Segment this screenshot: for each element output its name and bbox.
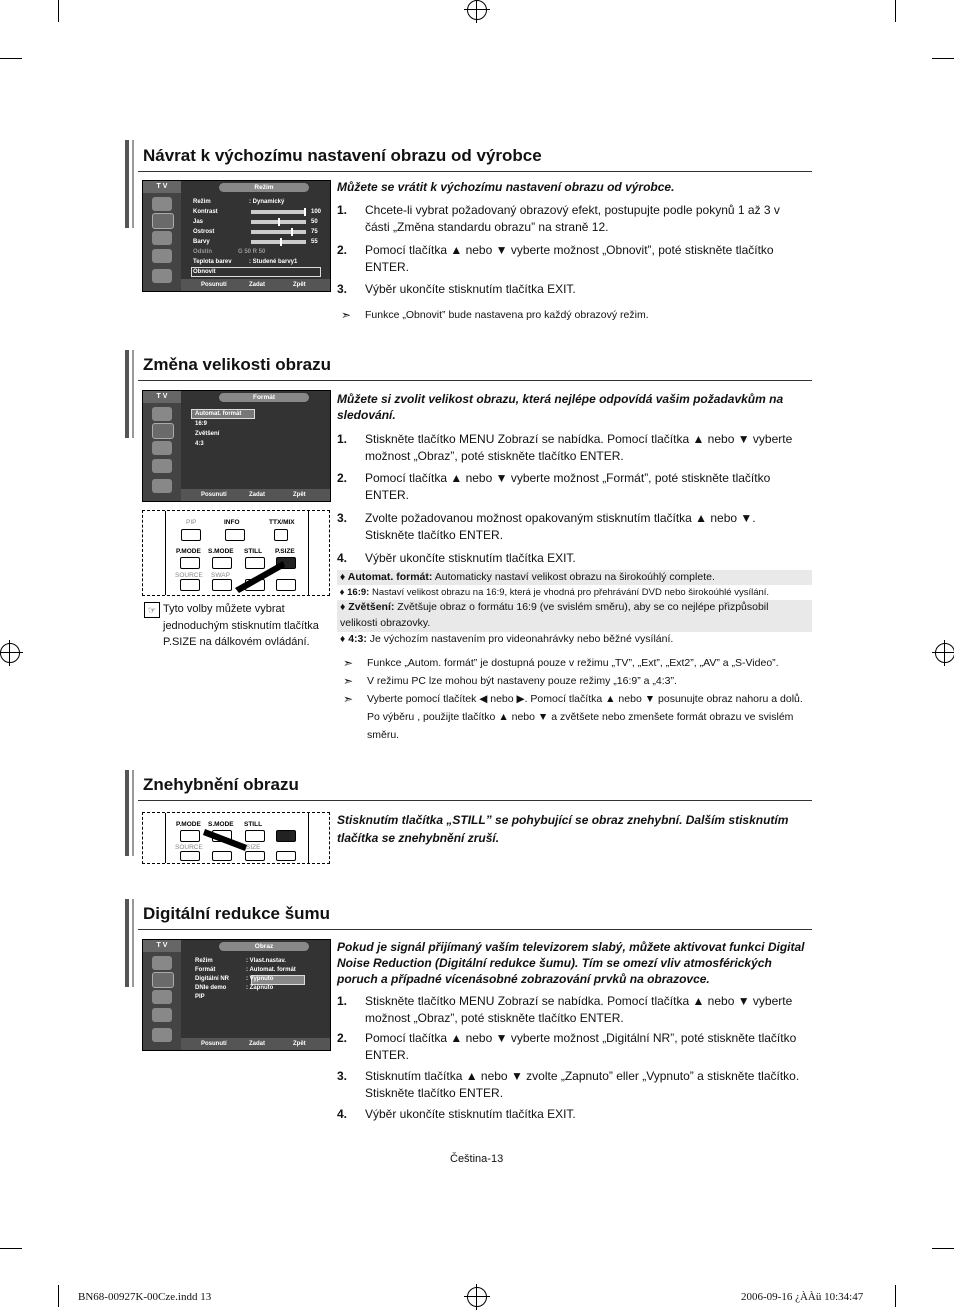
step: 3. Zvolte požadovanou možnost opakovaným stisknutím tlačítka ▲ nebo ▼. Stiskněte tlačítko ENTER.	[337, 511, 756, 542]
section-title: Znehybnění obrazu	[143, 775, 299, 794]
file-info: BN68-00927K-00Cze.indd 13	[78, 1291, 212, 1303]
ttx-button	[274, 529, 288, 541]
crop-mark	[932, 58, 954, 59]
note: ➣ Funkce „Obnovit” bude nastavena pro každý obrazový režim.	[341, 308, 649, 322]
step: 2. Pomocí tlačítka ▲ nebo ▼ vyberte možnost „Formát”, poté stiskněte tlačítko ENTER.	[337, 471, 771, 502]
info-button	[225, 529, 245, 541]
step: 4. Výběr ukončíte stisknutím tlačítka EXIT.	[337, 1107, 576, 1121]
setup-icon	[152, 479, 172, 493]
picture-icon	[152, 213, 174, 229]
step: 2. Pomocí tlačítka ▲ nebo ▼ vyberte možnost „Obnovit”, poté stiskněte tlačítko ENTER.	[337, 243, 774, 274]
note: ➣ Funkce „Autom. formát” je dostupná pouze v režimu „TV”, „Ext”, „Ext2”, „AV” a „S-Video”.	[343, 656, 779, 670]
section-intro: Pokud je signál přijímaný vaším televizorem slabý, můžete aktivovat funkci Digital Noise Reduction (Digitální redukce šumu). Tím se omezí vliv atmosférických poruch a případné vícenásobné zobrazování prvků na obrazovce.	[337, 940, 805, 986]
channel-icon	[152, 249, 172, 263]
bullet-item: ♦ 16:9: Nastaví velikost obrazu na 16:9, která je vhodná pro přehrávání DVD nebo širokoúhlé vysílání.	[337, 585, 812, 600]
step: 4. Výběr ukončíte stisknutím tlačítka EXIT.	[337, 551, 576, 565]
contrast-bar	[251, 210, 306, 214]
sharpness-bar	[251, 230, 306, 234]
note: ➣ Vyberte pomocí tlačítek ◀ nebo ▶. Pomocí tlačítka ▲ nebo ▼ posunujte obraz nahoru a dolů. Po výběru , použijte tlačítko ▲ nebo ▼ a zvětšete nebo zmenšete formát obrazu ve svislém směru.	[343, 692, 803, 741]
page-number: Čeština-13	[450, 1153, 504, 1165]
pip-button	[181, 529, 201, 541]
source-button	[180, 851, 200, 861]
input-icon	[152, 197, 172, 211]
step: 1. Chcete-li vybrat požadovaný obrazový efekt, postupujte podle pokynů 1 až 3 v části „Změna standardu obrazu” na straně 12.	[337, 203, 780, 234]
step: 2. Pomocí tlačítka ▲ nebo ▼ vyberte možnost „Digitální NR”, poté stiskněte tlačítko ENTER.	[337, 1031, 797, 1062]
remote-control-illustration: PIP INFO TTX/MIX P.MODE S.MODE STILL P.SIZE SOURCE SWAP	[142, 510, 330, 596]
tv-menu-screen: T V Obraz Režim : Vlast.nastav. Formát : Automat. formát Digitální NR : Vypnuto DNIe demo : Zapnuto PIP Posunutí Zadat Zpět	[142, 939, 331, 1051]
picture-icon	[152, 972, 174, 988]
timestamp: 2006-09-16 ¿ÀÀü 10:34:47	[741, 1291, 864, 1303]
note: ➣ V režimu PC lze mohou být nastaveny pouze režimy „16:9” a „4:3”.	[343, 674, 677, 688]
channel-icon	[152, 459, 172, 473]
bullet-item: ♦ Zvětšení: Zvětšuje obraz o formátu 16:9 (ve svislém směru), aby se co nejlépe přizpůsobil velikosti obrazovky.	[337, 600, 812, 632]
smode-button	[212, 557, 232, 569]
sound-icon	[152, 231, 172, 245]
registration-mark-icon	[0, 643, 20, 663]
note-arrow-icon: ➣	[341, 308, 352, 322]
crop-mark	[58, 0, 59, 22]
source-button	[180, 579, 200, 591]
picture-icon	[152, 423, 174, 439]
tv-menu-screen: T V Režim Režim : Dynamický Kontrast 100 Jas 50 Ostrost 75 Barvy 55 Odstín G 50 R 50 Teplota barev : Studené barvy1 Obnovit Posunutí Zadat Zpět	[142, 180, 331, 292]
input-icon	[152, 956, 172, 970]
step: 3. Výběr ukončíte stisknutím tlačítka EXIT.	[337, 282, 576, 296]
section-intro: Můžete se vrátit k výchozímu nastavení obrazu od výrobce.	[337, 180, 675, 194]
step: 1. Stiskněte tlačítko MENU Zobrazí se nabídka. Pomocí tlačítka ▲ nebo ▼ vyberte možnost „Obraz”, poté stiskněte tlačítko ENTER.	[337, 994, 793, 1025]
psize-button	[276, 830, 296, 842]
section-title: Návrat k výchozímu nastavení obrazu od výrobce	[143, 146, 542, 165]
section-title: Digitální redukce šumu	[143, 904, 331, 923]
sound-icon	[152, 441, 172, 455]
registration-mark-icon	[467, 1287, 487, 1307]
bullet-item: ♦ 4:3: Je výchozím nastavením pro videonahrávky nebo běžné vysílání.	[337, 632, 812, 648]
section-title: Změna velikosti obrazu	[143, 355, 331, 374]
tip-text: Tyto volby můžete vybrat jednoduchým stisknutím tlačítka P.SIZE na dálkovém ovládání.	[163, 603, 319, 648]
section-intro: Můžete si zvolit velikost obrazu, která nejlépe odpovídá vašim požadavkům na sledování.	[337, 392, 784, 422]
menu-header: Režim	[219, 183, 309, 192]
registration-mark-icon	[935, 643, 954, 663]
pmode-button	[180, 557, 200, 569]
crop-mark	[895, 0, 896, 22]
input-icon	[152, 407, 172, 421]
brightness-bar	[251, 220, 306, 224]
setup-icon	[152, 269, 172, 283]
crop-mark	[0, 1248, 22, 1249]
tv-menu-screen: T V Formát Automat. formát 16:9 Zvětšení 4:3 Posunutí Zadat Zpět	[142, 390, 331, 502]
bullet-item: ♦ Automat. formát: Automaticky nastaví velikost obrazu na širokoúhlý complete.	[337, 570, 812, 585]
setup-icon	[152, 1028, 172, 1042]
menu-footer: Posunutí Zadat Zpět	[181, 279, 330, 291]
tv-label: T V	[143, 181, 181, 193]
crop-mark	[58, 1285, 59, 1307]
remote-control-illustration: P.MODE S.MODE STILL SOURCE SIZE	[142, 812, 330, 864]
registration-mark-icon	[467, 0, 487, 20]
step: 3. Stisknutím tlačítka ▲ nebo ▼ zvolte „Zapnuto” eller „Vypnuto” a stiskněte tlačítko. Stiskněte tlačítko ENTER.	[337, 1069, 800, 1100]
step: 1. Stiskněte tlačítko MENU Zobrazí se nabídka. Pomocí tlačítka ▲ nebo ▼ vyberte možnost „Obraz”, poté stiskněte tlačítko ENTER.	[337, 432, 793, 463]
crop-mark	[932, 1248, 954, 1249]
crop-mark	[895, 1285, 896, 1307]
crop-mark	[0, 58, 22, 59]
swap-button	[212, 579, 232, 591]
color-bar	[251, 240, 306, 244]
up-button	[276, 851, 296, 861]
channel-icon	[152, 1008, 172, 1022]
hand-pointer-icon: ☞	[144, 602, 160, 618]
section-intro: Stisknutím tlačítka „STILL” se pohybující se obraz znehybní. Dalším stisknutím tlačítka se znehybnění zruší.	[337, 813, 789, 845]
pmode-button	[180, 830, 200, 842]
sound-icon	[152, 990, 172, 1004]
